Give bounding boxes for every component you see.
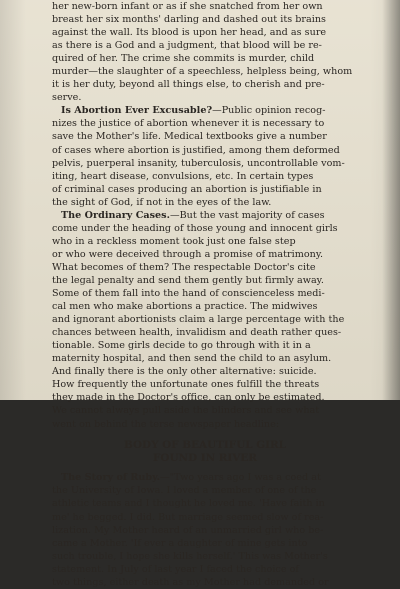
text-line: her new-born infant or as if she snatched from her own [52,1,323,12]
text-line: the legal penalty and send them gently but firmly away. [52,274,324,286]
text-line: lization. My Mother heard of an unmarried girl who be- [52,524,324,536]
text-line: statement. In July of last year I faced the choice of [52,563,299,575]
text-line: of cases where abortion is justified, among them deformed [52,144,340,156]
text-line: tionable. Some girls decide to go through with it in a [52,340,311,352]
text-line: breast her six months' darling and dashed out its brains [52,14,326,26]
paragraph-abortion-excusable [52,104,358,208]
paragraph-ordinary-cases [52,209,358,431]
text-line: against the wall. Its blood is upon her head, and as sure [52,27,327,39]
text-line: murder—the slaughter of a speechless, helpless being, whom [52,66,353,78]
text-line: or who were deceived through a promise of matrimony. [52,248,324,260]
text-line: quired of her. The crime she commits is murder, child [52,53,315,65]
text-line: came a Mother. 'If ever a daughter of mine gets into [52,537,308,549]
paragraph-story-of-ruby [52,471,358,588]
text-line: the University of Iowa. I loved a member of one of the [52,485,317,497]
text-line: athletic teams and I thought he loved me. 'Have faith in [52,498,325,510]
paragraph-murder [52,0,358,104]
text-line: —Public opinion recog- [212,105,326,117]
text-line: maternity hospital, and then send the child to an asylum. [52,353,332,365]
text-line: How frequently the unfortunate ones fulfill the threats [52,379,320,391]
run-in-heading: The Ordinary Cases. [61,209,170,221]
text-line: who in a reckless moment took just one false step [52,235,296,247]
text-line: come under the heading of those young and innocent girls [52,222,338,234]
text-line: me' he begged. I did. But marriage seemed slow of rea- [52,511,324,523]
text-line: serve. [52,92,82,104]
text-line: as there is a God and a judgment, that blood will be re- [52,40,322,52]
headline-line-1: BODY OF BEAUTIFUL GIRL [123,438,286,451]
newspaper-headline [52,439,358,466]
text-line: of criminal cases producing an abortion is justifiable in [52,183,322,195]
text-line: cal men who make abortions a practice. The midwives [52,301,318,313]
text-line: And finally there is the only other alternative: suicide. [52,366,317,378]
text-line: two things, either death as my Mother had demanded or [52,576,329,588]
text-line: went on behind the terse newspaper headline: [52,418,280,430]
text-line: and ignorant abortionists claim a large percentage with the [52,314,345,326]
text-line: they made in the Doctor's office, can only be estimated. [52,392,325,404]
text-line: such trouble, I hope she kills herself.' This was Mother's [52,550,328,562]
text-line: Some of them fall into the hand of conscienceless medi- [52,288,325,300]
text-line: chances between health, invalidism and death rather ques- [52,327,342,339]
text-line: pelvis, puerperal insanity, tuberculosis, uncontrollable vom- [52,157,345,169]
text-line: What becomes of them? The respectable Doctor's cite [52,261,316,273]
run-in-heading: The Story of Ruby. [61,472,160,484]
text-line: the sight of God, if not in the eyes of the law. [52,196,272,208]
text-line: iting, heart disease, convulsions, etc. In certain types [52,170,314,182]
text-line: We cannot always pull aside the blinders and see what [52,405,320,417]
headline-line-2: FOUND IN RIVER [153,451,257,464]
text-line: —"Two years ago I was a coed at [159,472,321,484]
page-edge-shadow [382,0,400,400]
text-line: save the Mother's life. Medical textbooks give a number [52,131,327,143]
article-text [52,0,358,589]
text-line: it is her duty, beyond all things else, to cherish and pre- [52,79,325,91]
text-line: —But the vast majority of cases [169,209,325,221]
run-in-heading: Is Abortion Ever Excusable? [61,105,213,117]
text-line: nizes the justice of abortion whenever it is necessary to [52,118,325,130]
